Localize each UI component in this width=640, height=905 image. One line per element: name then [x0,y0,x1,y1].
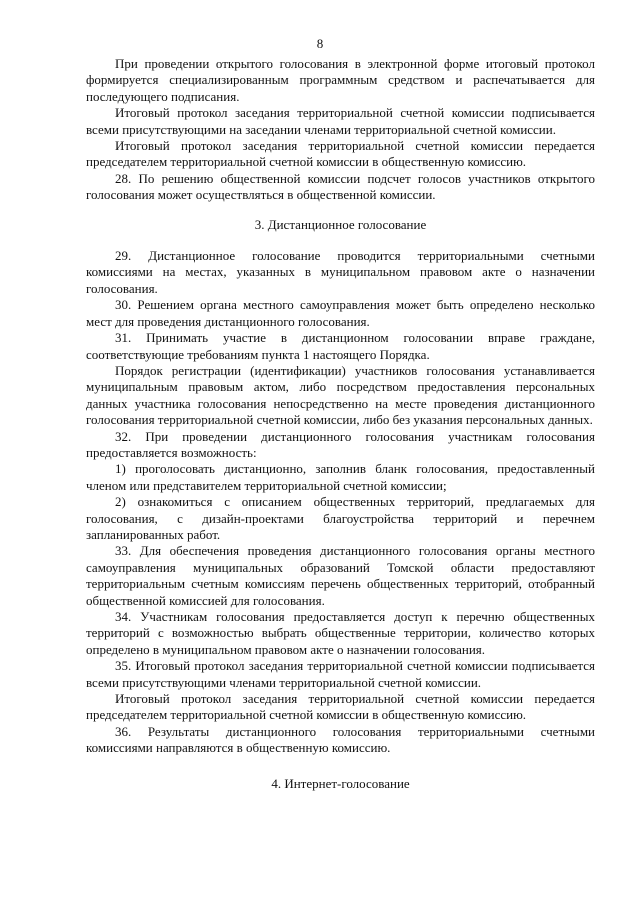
paragraph: 28. По решению общественной комиссии подсчет голосов участников открытого голосования может осуществляться в общественной комиссии. [86,170,595,203]
list-item: 2) ознакомиться с описанием общественных территорий, предлагаемых для голосования, с дизайн-проектами благоустройства территорий и перечнем запланированных работ. [86,494,595,542]
paragraph: 30. Решением органа местного самоуправления может быть определено несколько мест для проведения дистанционного голосования. [86,297,595,329]
paragraph: 35. Итоговый протокол заседания территориальной счетной комиссии подписывается всеми присутствующими членами территориальной счетной комиссии. [86,658,595,690]
paragraph: 36. Результаты дистанционного голосования территориальными счетными комиссиями направляются в общественную комиссию. [86,723,595,756]
paragraph: Порядок регистрации (идентификации) участников голосования устанавливается муниципальным правовым актом, либо посредством предоставления персональных данных участника голосования непосредственно на месте проведения дистанционного голосования территориальной счетной комиссии, либо без указания персональных данных. [86,362,595,428]
section-heading-4: 4. Интернет-голосование [271,775,410,791]
list-item: 1) проголосовать дистанционно, заполнив бланк голосования, предоставленный членом или представителем территориальной счетной комиссии; [86,461,595,493]
document-body [86,56,595,792]
paragraph: 29. Дистанционное голосование проводится территориальными счетными комиссиями на местах, указанных в муниципальном правовом акте о назначении голосования. [86,248,595,296]
paragraph: 31. Принимать участие в дистанционном голосовании вправе граждане, соответствующие требованиям пункта 1 настоящего Порядка. [86,330,595,362]
paragraph: Итоговый протокол заседания территориальной счетной комиссии передается председателем территориальной счетной комиссии в общественную комиссию. [86,691,595,723]
paragraph: 33. Для обеспечения проведения дистанционного голосования органы местного самоуправления муниципальных образований Томской области предоставляют территориальным счетным комиссиям перечень общественных территорий, отобранный общественной комиссией для голосования. [86,543,595,608]
paragraph: 32. При проведении дистанционного голосования участникам голосования предоставляется возможность: [86,428,595,460]
page-number: 8 [316,36,324,51]
paragraph: Итоговый протокол заседания территориальной счетной комиссии передается председателем территориальной счетной комиссии в общественную комиссию. [86,138,595,170]
section-heading-3: 3. Дистанционное голосование [254,216,427,232]
paragraph: 34. Участникам голосования предоставляется доступ к перечню общественных территорий с возможностью выбрать общественные территории, количество которых определено в муниципальном правовом акте о назначении голосования. [86,609,595,657]
paragraph: Итоговый протокол заседания территориальной счетной комиссии подписывается всеми присутствующими на заседании членами территориальной счетной комиссии. [86,105,595,137]
paragraph: При проведении открытого голосования в электронной форме итоговый протокол формируется специализированным программным средством и распечатывается для последующего подписания. [86,56,595,104]
